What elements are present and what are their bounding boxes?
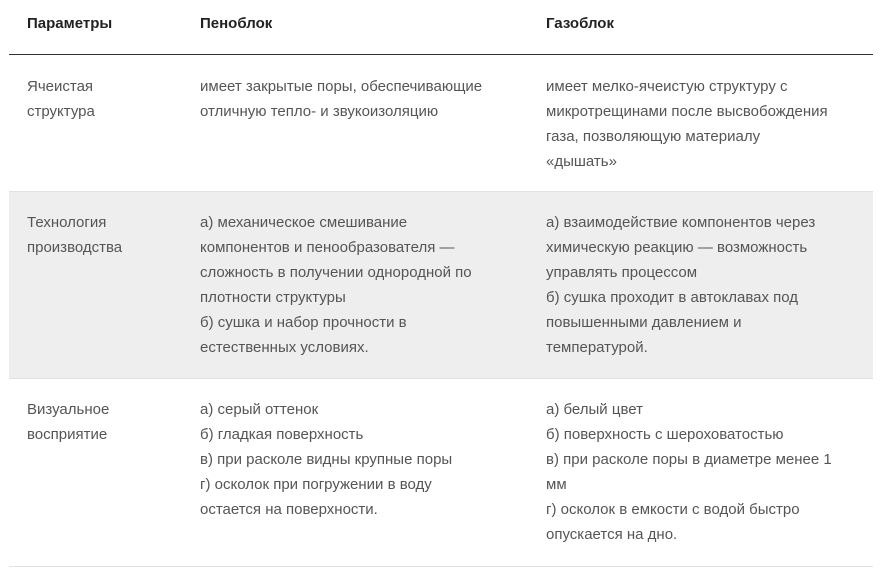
param-text-line: структура <box>27 103 95 120</box>
gas-text-line: в) при расколе поры в диаметре менее 1 <box>546 451 832 468</box>
foam-text-line: плотности структуры <box>200 289 346 306</box>
param-cell <box>9 55 182 191</box>
comparison-table <box>9 0 873 567</box>
foam-text-line: б) сушка и набор прочности в <box>200 314 407 331</box>
gas-text-line: имеет мелко-ячеистую структуру с <box>546 78 788 95</box>
foam-cell <box>182 55 528 191</box>
foam-text-line: а) механическое смешивание <box>200 214 408 231</box>
gas-text-line: а) взаимодействие компонентов через <box>546 214 816 231</box>
param-text-line: восприятие <box>27 426 108 443</box>
gas-cell <box>528 379 873 566</box>
gas-cell <box>528 192 873 378</box>
param-cell <box>9 192 182 378</box>
gas-text-line: микротрещинами после высвобождения <box>546 103 828 120</box>
gas-text-line: б) сушка проходит в автоклавах под <box>546 289 799 306</box>
foam-text-line: в) при расколе видны крупные поры <box>200 451 453 468</box>
foam-text-line: г) осколок при погружении в воду <box>200 476 432 493</box>
table-header-row <box>9 0 873 55</box>
gas-text-line: г) осколок в емкости с водой быстро <box>546 501 800 518</box>
gas-text-line: температурой. <box>546 339 648 356</box>
gas-text-line: повышенными давлением и <box>546 314 742 331</box>
gas-text-line: а) белый цвет <box>546 401 643 418</box>
foam-text-line: естественных условиях. <box>200 339 369 356</box>
foam-text-line: отличную тепло- и звукоизоляцию <box>200 103 439 120</box>
foam-text-line: компонентов и пенообразователя — <box>200 239 455 256</box>
table-row-visual-perception <box>9 379 873 567</box>
foam-text-line: сложность в получении однородной по <box>200 264 472 281</box>
foam-text-line: б) гладкая поверхность <box>200 426 364 443</box>
gas-text-line: газа, позволяющую материалу <box>546 128 761 145</box>
gas-text-line: мм <box>546 476 567 493</box>
table-row-cell-structure <box>9 55 873 192</box>
gas-text-line: б) поверхность с шероховатостью <box>546 426 784 443</box>
foam-text-line: а) серый оттенок <box>200 401 319 418</box>
gas-text-line: опускается на дно. <box>546 526 678 543</box>
gas-text-line: химическую реакцию — возможность <box>546 239 808 256</box>
param-text-line: Ячеистая <box>27 78 94 95</box>
gas-text-line: «дышать» <box>546 153 617 170</box>
param-text-line: производства <box>27 239 123 256</box>
param-cell <box>9 379 182 566</box>
gas-text-line: управлять процессом <box>546 264 698 281</box>
foam-cell <box>182 192 528 378</box>
param-text-line: Визуальное <box>27 401 110 418</box>
table-row-production-technology <box>9 192 873 379</box>
param-text-line: Технология <box>27 214 107 231</box>
header-parameters: Параметры <box>27 15 113 32</box>
gas-cell <box>528 55 873 191</box>
header-gas-block: Газоблок <box>546 15 614 32</box>
foam-text-line: имеет закрытые поры, обеспечивающие <box>200 78 483 95</box>
foam-cell <box>182 379 528 566</box>
header-foam-block: Пеноблок <box>200 15 273 32</box>
foam-text-line: остается на поверхности. <box>200 501 378 518</box>
